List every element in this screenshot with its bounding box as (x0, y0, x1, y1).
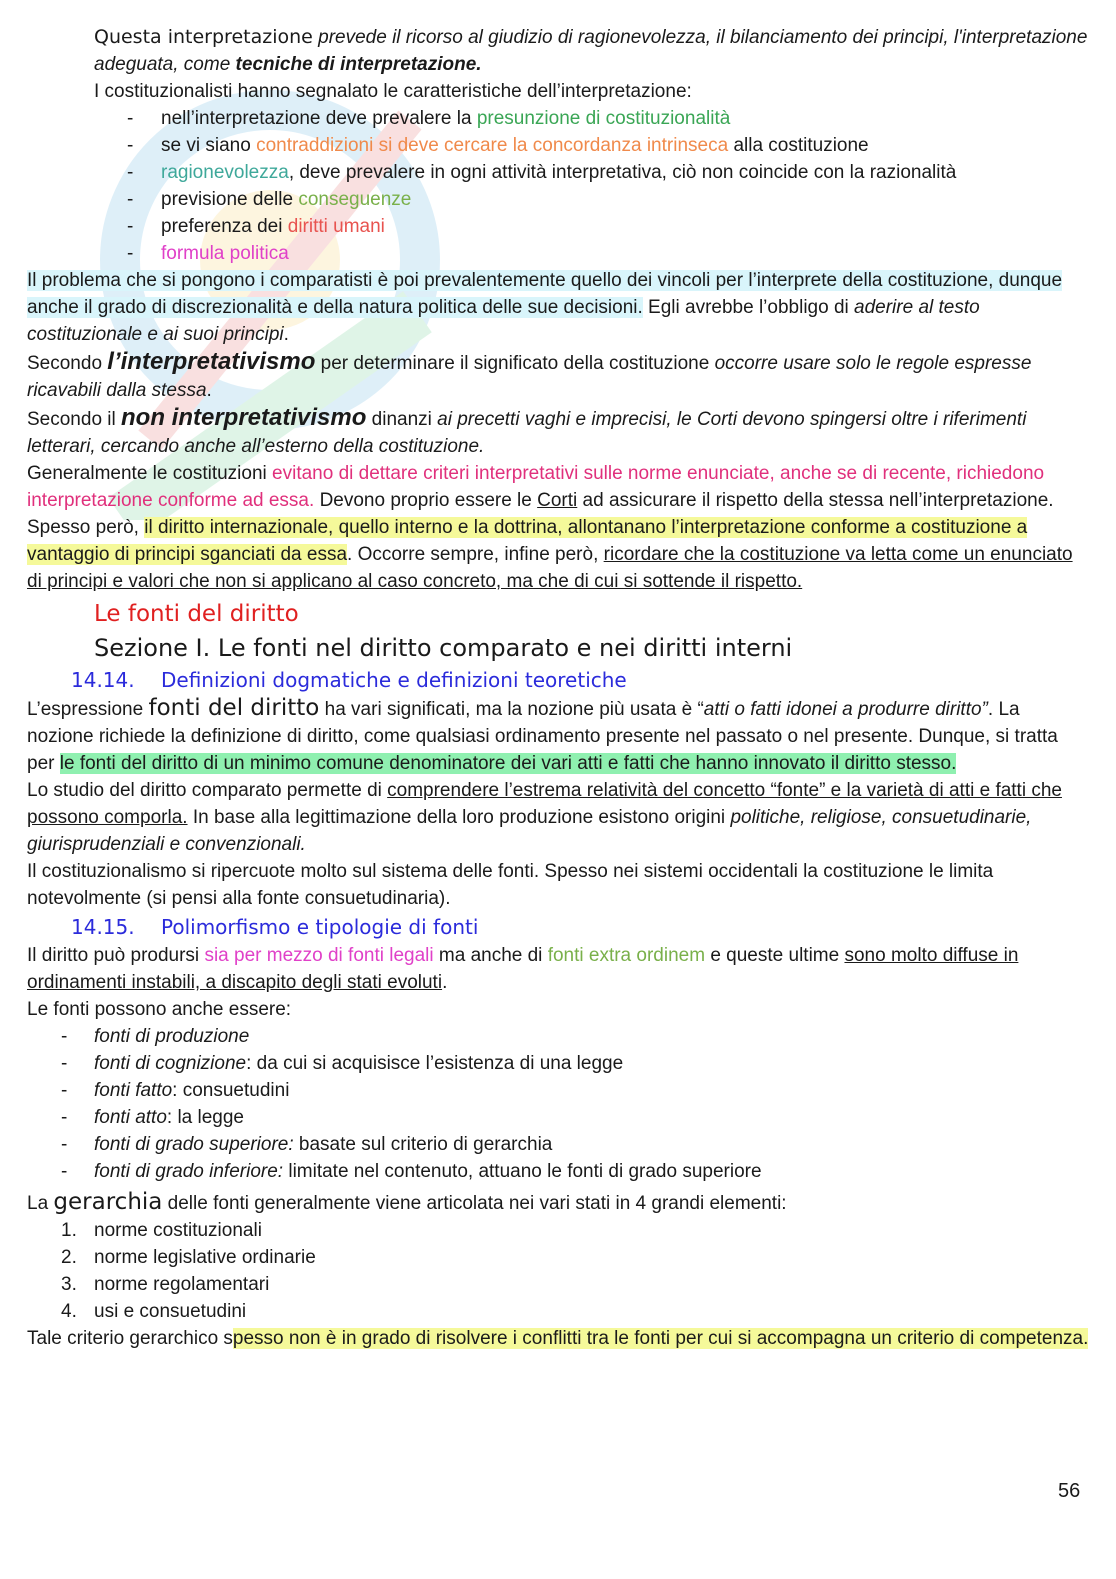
text-run: tecniche di interpretazione. (235, 54, 482, 75)
section-title: Sezione I. Le fonti nel diritto comparato e nei diritti interni (94, 634, 793, 662)
paragraph-hierarchy: La gerarchia delle fonti generalmente viene articolata nei vari stati in 4 grandi elementi: (27, 1189, 787, 1215)
term-interpretativism: l’interpretativismo (107, 348, 316, 375)
list-item: - nell’interpretazione deve prevalere la presunzione di costituzionalità (27, 105, 1089, 132)
characteristics-list (27, 105, 1089, 267)
list-item: - fonti di cognizione: da cui si acquisisce l’esistenza di una legge (27, 1050, 1089, 1077)
text-run: Questa interpretazione (94, 26, 313, 48)
list-item: - se vi siano contraddizioni si deve cercare la concordanza intrinseca alla costituzione (27, 132, 1089, 159)
paragraph-competence: Tale criterio gerarchico spesso non è in grado di risolvere i conflitti tra le fonti per cui si accompagna un criterio di competenza. (27, 1328, 1089, 1349)
page-number: 56 (1058, 1480, 1081, 1502)
paragraph-interpretation (27, 24, 1089, 78)
paragraph-types-intro: Le fonti possono anche essere: (27, 999, 292, 1020)
paragraph-constitutionalism: Il costituzionalismo si ripercuote molto sul sistema delle fonti. Spesso nei sistemi occidentali la costituzione le limita notevolmente (si pensi alla fonte consuetudinaria). (27, 861, 994, 909)
list-item: 1. norme costituzionali (61, 1220, 262, 1241)
paragraph-comparatists: Il problema che si pongono i comparatisti è poi prevalentemente quello dei vincoli per l’interprete della costituzione, dunque anche il grado di discrezionalità e della natura politica delle sue decisioni. Egli avrebbe l’obbligo di aderire al testo costituzionale e ai suoi principi. (27, 270, 1063, 345)
hierarchy-list (27, 1217, 1089, 1325)
list-item: - preferenza dei diritti umani (27, 213, 1089, 240)
text-run: prevede il ricorso al giudizio di ragionevolezza, il bilanciamento dei principi, l'interpretazione adeguata, come (94, 27, 1088, 75)
list-item: - formula politica (27, 240, 1089, 267)
list-item: - fonti atto: la legge (27, 1104, 1089, 1131)
subsection-heading-14-14: 14.14. Definizioni dogmatiche e definizioni teoretiche (71, 668, 627, 692)
list-item: - fonti di grado inferiore: limitate nel contenuto, attuano le fonti di grado superiore (27, 1158, 1089, 1185)
paragraph-interpretativism: Secondo l’interpretativismo per determinare il significato della costituzione occorre usare solo le regole espresse ricavabili dalla stessa. (27, 348, 1032, 401)
term-non-interpretativism: non interpretativismo (121, 404, 367, 431)
list-item: - fonti di grado superiore: basate sul criterio di gerarchia (27, 1131, 1089, 1158)
document-page (27, 24, 1089, 1352)
list-item: - fonti fatto: consuetudini (27, 1077, 1089, 1104)
list-item: 3. norme regolamentari (61, 1274, 270, 1295)
list-item: 2. norme legislative ordinarie (61, 1247, 316, 1268)
paragraph-non-interpretativism: Secondo il non interpretativismo dinanzi ai precetti vaghi e imprecisi, le Corti devono spingersi oltre i riferimenti letterari, cercando anche all’esterno della costituzione. (27, 404, 1027, 457)
subsection-heading-14-15: 14.15. Polimorfismo e tipologie di fonti (71, 915, 479, 939)
list-item: 4. usi e consuetudini (61, 1301, 247, 1322)
text-run: Il problema che si pongono i comparatisti è poi prevalentemente quello dei vincoli per l’interprete della costituzione, dunque anche il grado di discrezionalità e della natura politica delle sue decisioni. (27, 270, 1063, 318)
list-item: - ragionevolezza, deve prevalere in ogni attività interpretativa, ciò non coincide con la razionalità (27, 159, 1089, 186)
list-item: - fonti di produzione (27, 1023, 1089, 1050)
paragraph-characteristics-intro: I costituzionalisti hanno segnalato le caratteristiche dell’interpretazione: (94, 81, 692, 102)
paragraph-fonti-definition: L’espressione fonti del diritto ha vari significati, ma la nozione più usata è “atti o fatti idonei a produrre diritto”. La nozione richiede la definizione di diritto, come qualsiasi ordinamento presente nel passato o nel presente. Dunque, si tratta per le fonti del diritto di un minimo comune denominatore dei vari atti e fatti che hanno innovato il diritto stesso. (27, 695, 1058, 774)
list-item: - previsione delle conseguenze (27, 186, 1089, 213)
source-types-list (27, 1023, 1089, 1185)
paragraph-comparative-study: Lo studio del diritto comparato permette di comprendere l’estrema relatività del concetto “fonte” e la varietà di atti e fatti che possono comporla. In base alla legittimazione della loro produzione esistono origini politiche, religiose, consuetudinarie, giurisprudenziali e convenzionali. (27, 780, 1062, 855)
paragraph-constitutions: Generalmente le costituzioni evitano di dettare criteri interpretativi sulle norme enunciate, anche se di recente, richiedono interpretazione conforme ad essa. Devono proprio essere le Corti ad assicurare il rispetto della stessa nell’interpretazione. (27, 463, 1054, 511)
paragraph-international-law: Spesso però, il diritto internazionale, quello interno e la dottrina, allontanano l’interpretazione conforme a costituzione a vantaggio di principi sganciati da essa. Occorre sempre, infine però, ricordare che la costituzione va letta come un enunciato di principi e valori che non si applicano al caso concreto, ma che di cui si sottende il rispetto. (27, 517, 1073, 592)
chapter-title: Le fonti del diritto (94, 601, 299, 627)
paragraph-polymorphism: Il diritto può prodursi sia per mezzo di fonti legali ma anche di fonti extra ordinem e queste ultime sono molto diffuse in ordinamenti instabili, a discapito degli stati evoluti. (27, 945, 1019, 993)
